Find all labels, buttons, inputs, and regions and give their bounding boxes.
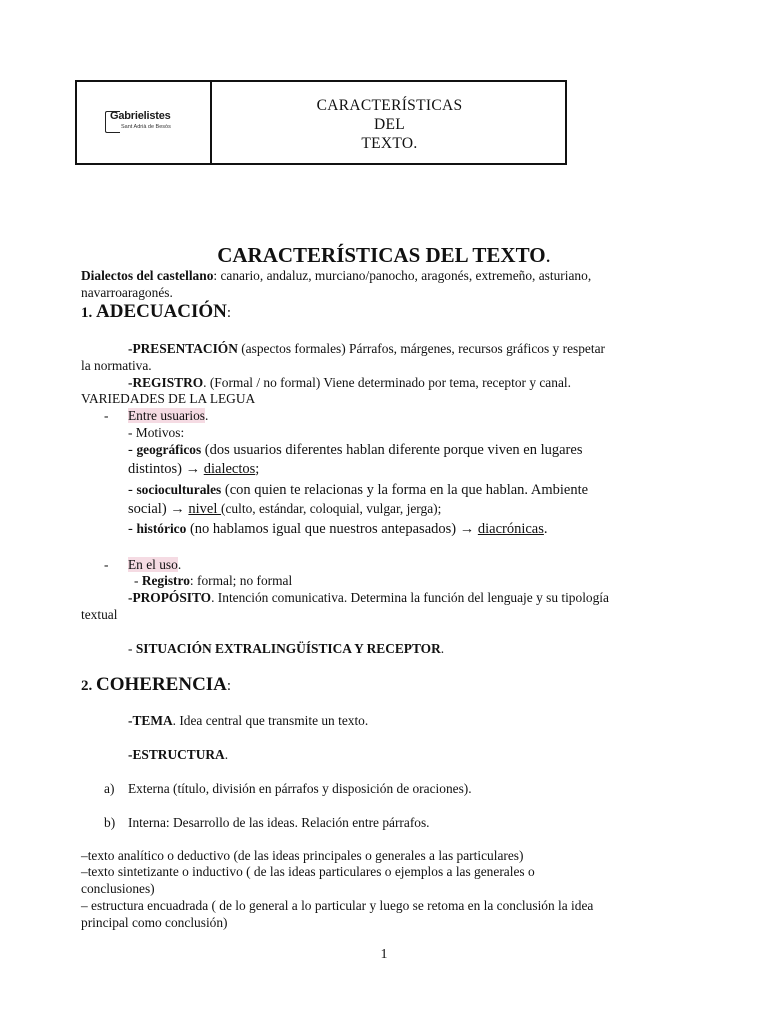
logo-name: Gabrielistes — [110, 110, 171, 122]
historico-prefix: - — [128, 521, 137, 537]
section-1-number: 1. — [81, 305, 96, 321]
registro-text: . (Formal / no formal) Viene determinado por tema, receptor y canal. — [203, 375, 571, 390]
page-title-period: . — [545, 243, 551, 267]
presentacion-text: (aspectos formales) Párrafos, márgenes, recursos gráficos y respetar — [237, 341, 605, 356]
tema-text: . Idea central que transmite un texto. — [172, 713, 369, 728]
estructura-encuadrada-line-1: – estructura encuadrada ( de lo general a lo particular y luego se retoma en la conclusión la idea — [81, 898, 594, 913]
historico-text: (no hablamos igual que nuestros antepasados) → — [186, 521, 478, 537]
historico-line — [128, 519, 548, 539]
proposito-line-1 — [128, 589, 609, 606]
dialectos-text: : canario, andaluz, murciano/panocho, aragonés, extremeño, asturiano, — [213, 268, 592, 283]
section-2-heading — [81, 675, 231, 696]
en-el-uso-text: En el uso — [128, 557, 178, 572]
texto-sintetizante-line-2: conclusiones) — [81, 881, 155, 896]
interna-marker: b) — [104, 815, 116, 830]
geograficos-text-2: distintos) → — [128, 461, 204, 477]
section-1-title: ADECUACIÓN — [96, 301, 227, 322]
header-title-line-3-text: TEXTO — [361, 135, 414, 152]
registro-label: -REGISTRO — [128, 375, 204, 390]
situacion-line — [128, 640, 444, 657]
geograficos-line-2 — [128, 460, 259, 479]
estructura-line — [128, 746, 228, 763]
registro-2-label: Registro — [141, 573, 190, 588]
socioculturales-label: socioculturales — [136, 482, 222, 497]
socioculturales-line-2 — [128, 499, 441, 519]
socioculturales-text-2: social) → — [128, 501, 189, 517]
section-1-heading — [81, 302, 231, 323]
proposito-label: -PROPÓSITO — [128, 590, 212, 605]
externa-marker: a) — [104, 781, 115, 796]
entre-usuarios-text: Entre usuarios — [128, 408, 205, 423]
section-2-number: 2. — [81, 678, 96, 694]
dialectos-line-2: navarroaragonés. — [81, 285, 173, 300]
diacronicas-link: diacrónicas — [477, 521, 544, 537]
motivos-line: - Motivos: — [128, 425, 185, 440]
situacion-prefix: - — [128, 641, 136, 656]
registro-2-line — [134, 572, 292, 589]
entre-usuarios-bullet: - — [104, 408, 109, 423]
header-title — [212, 96, 567, 153]
variedades-heading: VARIEDADES DE LA LEGUA — [81, 391, 256, 406]
header-box — [75, 80, 567, 165]
socioculturales-text: (con quien te relacionas y la forma en la que hablan. Ambiente — [221, 482, 589, 498]
geograficos-text: (dos usuarios diferentes hablan diferente porque viven en lugares — [201, 442, 583, 458]
estructura-label: -ESTRUCTURA — [128, 747, 225, 762]
geograficos-suffix: ; — [255, 461, 260, 477]
en-el-uso-period: . — [177, 557, 182, 572]
geograficos-prefix: - — [128, 442, 137, 458]
presentacion-line-2: la normativa. — [81, 358, 152, 373]
nivel-link: nivel — [188, 501, 222, 517]
section-2-colon: : — [226, 678, 232, 694]
page-title-text: CARACTERÍSTICAS DEL TEXTO — [217, 243, 546, 267]
en-el-uso-bullet: - — [104, 557, 109, 572]
geograficos-label: geográficos — [136, 442, 202, 457]
logo-subtitle: Sant Adrià de Besòs — [121, 124, 171, 130]
dialectos-line-1 — [81, 267, 591, 284]
section-2-title: COHERENCIA — [96, 674, 227, 695]
tema-label: -TEMA — [128, 713, 173, 728]
socioculturales-text-3: (culto, estándar, coloquial, vulgar, jerga); — [221, 501, 442, 516]
page-number: 1 — [380, 947, 388, 962]
header-title-line-2: DEL — [373, 116, 406, 133]
interna-text: Interna: Desarrollo de las ideas. Relación entre párrafos. — [128, 815, 430, 830]
situacion-suffix: . — [440, 641, 445, 656]
proposito-text: . Intención comunicativa. Determina la función del lenguaje y su tipología — [211, 590, 609, 605]
registro-2-prefix: - — [134, 573, 142, 588]
externa-text: Externa (título, división en párrafos y disposición de oraciones). — [128, 781, 472, 796]
registro-2-text: : formal; no formal — [189, 573, 293, 588]
tema-line — [128, 712, 368, 729]
estructura-encuadrada-line-2: principal como conclusión) — [81, 915, 228, 930]
historico-label: histórico — [136, 521, 187, 536]
presentacion-label: -PRESENTACIÓN — [128, 341, 238, 356]
historico-suffix: . — [543, 521, 548, 537]
school-logo — [105, 107, 185, 137]
registro-line — [128, 374, 571, 391]
texto-analitico-line: –texto analítico o deductivo (de las ideas principales o generales a las particulares) — [81, 848, 524, 863]
texto-sintetizante-line-1: –texto sintetizante o inductivo ( de las ideas particulares o ejemplos a las generales o — [81, 864, 535, 879]
header-title-line-3 — [212, 134, 567, 153]
proposito-line-2: textual — [81, 607, 118, 622]
estructura-suffix: . — [224, 747, 229, 762]
entre-usuarios-period: . — [204, 408, 209, 423]
socioculturales-line-1 — [128, 480, 588, 500]
header-title-period: . — [413, 135, 418, 152]
dialectos-label: Dialectos del castellano — [81, 268, 214, 283]
page-title — [0, 243, 768, 268]
entre-usuarios-item — [128, 407, 208, 424]
section-1-colon: : — [226, 305, 232, 321]
situacion-label: SITUACIÓN EXTRALINGÜÍSTICA Y RECEPTOR — [135, 641, 441, 656]
socioculturales-prefix: - — [128, 482, 137, 498]
dialectos-link: dialectos — [203, 461, 256, 477]
en-el-uso-item — [128, 556, 181, 573]
geograficos-line-1 — [128, 440, 582, 460]
header-title-line-1: CARACTERÍSTICAS — [316, 97, 463, 114]
presentacion-line-1 — [128, 340, 605, 357]
